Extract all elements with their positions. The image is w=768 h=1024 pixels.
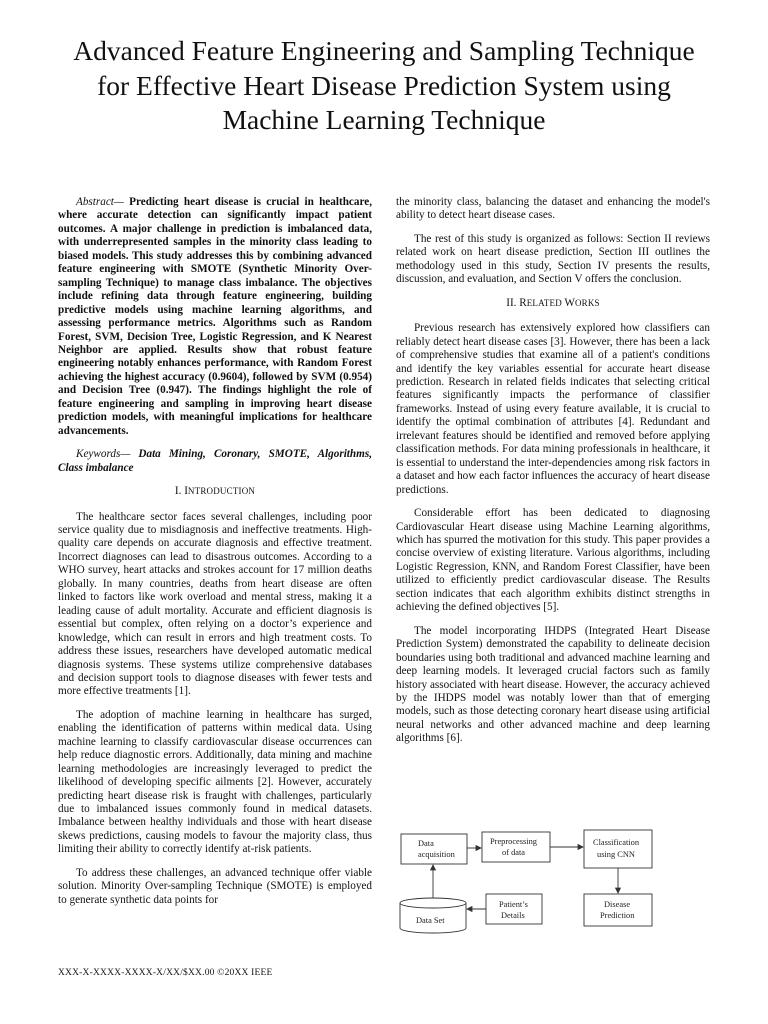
preprocessing-label: of data [502,848,526,857]
abstract-lead: Abstract— [76,196,124,208]
heading-rest: ORKS [574,297,600,308]
heading-initial: R [519,296,527,309]
patients-details-label: Details [501,911,525,920]
section-numeral: I. [174,485,182,498]
heading-initial: W [564,296,575,309]
patients-details-label: Patient’s [499,900,528,909]
heading-rest: NTRODUCTION [187,486,256,497]
abstract [58,196,372,438]
disease-prediction-label: Prediction [600,911,635,920]
abstract-text: Predicting heart disease is crucial in healthcare, where accurate detection can significantly impact patient outcomes. A major challenge in prediction is imbalanced data, with underrepresented samples in the minority class leading to biased models. This study addresses this by combining advanced feature engineering with SMOTE (Synthetic Minority Over-sampling Technique) to manage class imbalance. The objectives include refining data through feature engineering, building predictive models using machine learning algorithms, and assessing performance metrics. Algorithms such as Random Forest, SVM, Decision Tree, Logistic Regression, and K Nearest Neighbor are applied. Results show that robust feature engineering notably enhances performance, with Random Forest achieving the highest accuracy (0.9604), followed by SVM (0.954) and Decision Tree (0.947). The findings highlight the role of feature engineering and sampling in improving heart disease prediction models, with meaningful implications for healthcare advancements. [58,196,372,437]
section-heading-related-works [396,297,710,310]
keywords-lead: Keywords— [76,448,131,461]
data-acquisition-label: acquisition [418,850,455,859]
copyright-footer: XXX-X-XXXX-XXXX-X/XX/$XX.00 ©20XX IEEE [58,968,273,978]
related-paragraph: Previous research has extensively explored how classifiers can reliably detect heart disease cases [3]. However, there has been a lack of comprehensive studies that examine all of a patient's conditions and identify the key variables essential for accurate heart disease prediction. Research in related fields indicates that selecting critical features significantly impacts the performance of classifier frameworks. Instead of using every feature available, it is crucial to identify the optimal combination of attributes [4]. Redundant and irrelevant features should be identified and removed before applying classification methods. For data mining professionals in healthcare, it is essential to understand the inter-dependencies among risk factors in a dataset and how each factor influences the accuracy of heart disease predictions. [396,322,710,496]
data-acquisition-box [401,834,467,864]
paper-title: Advanced Feature Engineering and Sampling Technique for Effective Heart Disease Prediction System using Machine Learning Technique [73,35,695,135]
intro-paragraph: The adoption of machine learning in healthcare has surged, enabling the identification of patterns within medical data. Using machine learning to classify cardiovascular disease occurrences can help reduce diagnostic errors. Additionally, data mining and machine learning methodologies are increasingly leveraged to predict the likelihood of developing specific ailments [2]. However, accurately predicting heart disease risk is fraught with challenges, particularly due to imbalanced issues commonly found in medical datasets. Imbalance between healthy individuals and those with heart disease skews predictions, causing models to favour the majority class, thus limiting their ability to correctly identify at-risk patients. [58,708,372,856]
classification-label: using CNN [597,850,635,859]
heading-rest: ELATED [526,297,565,308]
organization-paragraph: The rest of this study is organized as follows: Section II reviews related work on heart disease prediction, Section III outlines the methodology used in this study, Section IV presents the results, discussion, and evaluation, and Section V offers the conclusion. [396,232,710,286]
related-paragraph: Considerable effort has been dedicated to diagnosing Cardiovascular Heart disease using Machine Learning algorithms, which has spurred the motivation for this study. This paper provides a concise overview of existing literature. Various algorithms, including Logistic Regression, KNN, and Random Forest Classifier, have been utilized to efficiently predict cardiovascular disease. The Results section indicates that each algorithm exhibits distinct strengths in achieving the defined objectives [5]. [396,507,710,614]
data-set-label: Data Set [416,916,445,925]
related-paragraph: The model incorporating IHDPS (Integrated Heart Disease Prediction System) demonstrated the capability to delineate decision boundaries using both traditional and advanced machine learning and deep learning models. It leveraged crucial factors such as family history associated with heart disease. However, the accuracy achieved by the IHDPS model was notably lower than that of emerging models, such as those detecting coronary heart disease using artificial neural networks and other advanced machine and deep learning algorithms [6]. [396,624,710,745]
intro-paragraph: The healthcare sector faces several challenges, including poor service quality due to misdiagnosis and ineffective treatments. High-quality care depends on accurate diagnosis and effective treatment. Incorrect diagnoses can lead to disastrous outcomes. According to a WHO survey, heart attacks and strokes account for 17 million deaths globally. In many countries, deaths from heart disease are often linked to factors like work overload and mental stress, making it a leading cause of adult mortality. Accurate and efficient diagnosis is essential but complex, often relying on a doctor’s experience and knowledge, which can result in errors and high treatment costs. To address these issues, researchers have developed automatic medical diagnosis systems. These systems utilize comprehensive databases and decision support tools to diagnose diseases with fewer tests and more effective treatments [1]. [58,510,372,698]
classification-box [584,830,652,868]
right-column [396,196,710,756]
intro-continued-paragraph: the minority class, balancing the dataset and enhancing the model's ability to detect heart disease cases. [396,196,710,222]
heading-initial: I [184,485,188,498]
section-numeral: II. [506,296,517,309]
system-flow-diagram [396,822,716,940]
classification-label: Classification [593,838,640,847]
disease-prediction-label: Disease [604,900,631,909]
disease-prediction-box [584,894,652,926]
preprocessing-label: Preprocessing [490,837,537,846]
data-acquisition-label: Data [418,839,434,848]
keywords-text: Data Mining, Coronary, SMOTE, Algorithms, Class imbalance [58,448,372,474]
left-column [58,196,372,917]
section-heading-introduction [58,485,372,498]
keywords [58,448,372,475]
intro-paragraph: To address these challenges, an advanced technique offer viable solution. Minority Over-sampling Technique (SMOTE) is employed to generate synthetic data points for [58,866,372,906]
